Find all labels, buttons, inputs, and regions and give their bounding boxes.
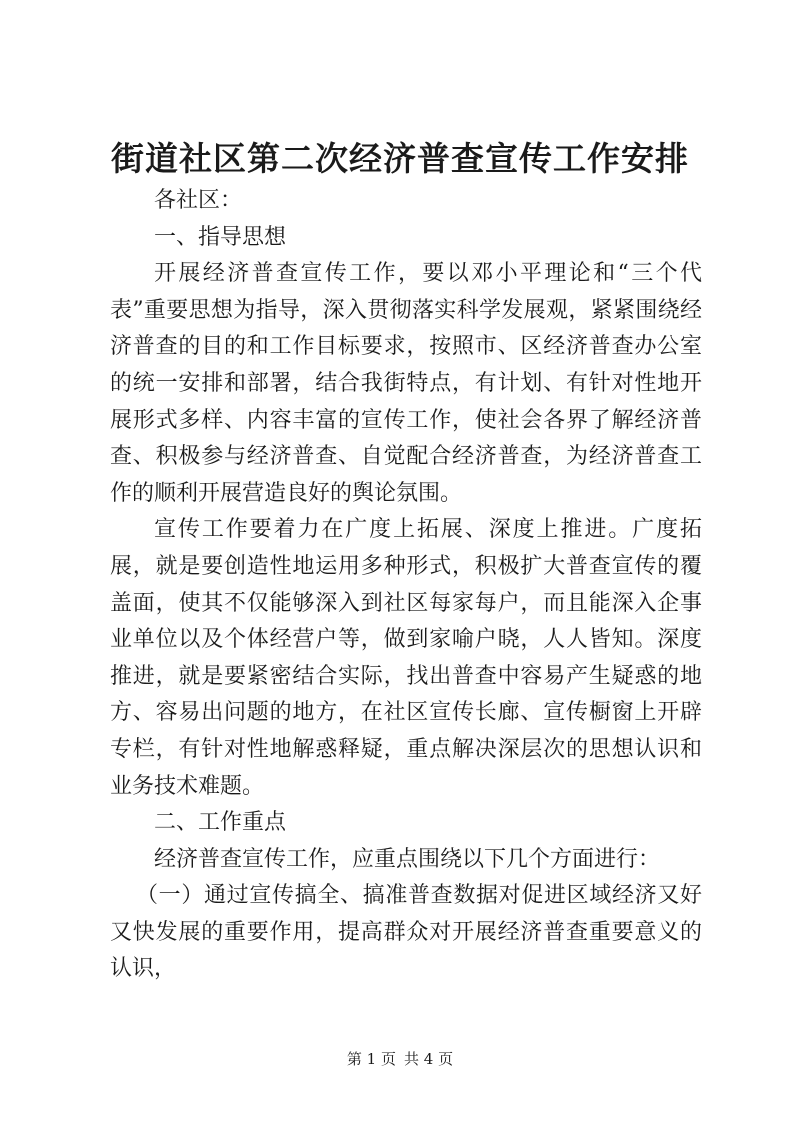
page-number: 第 1 页 [346, 1050, 396, 1068]
paragraph-publicity-depth: 宣传工作要着力在广度上拓展、深度上推进。广度拓展，就是要创造性地运用多种形式，积极扩大普查宣传的覆盖面，使其不仅能够深入到社区每家每户，而且能深入企事业单位以及个体经营户等，做到家喻户晓，人人皆知。深度推进，就是要紧密结合实际，找出普查中容易产生疑惑的地方、容易出问题的地方，在社区宣传长廊、宣传橱窗上开辟专栏，有针对性地解惑释疑，重点解决深层次的思想认识和业务技术难题。 [110, 517, 702, 799]
page-total: 共 4 页 [404, 1050, 454, 1068]
paragraph-salutation: 各社区： [154, 188, 243, 213]
page-footer [0, 1049, 800, 1069]
document-body [110, 183, 702, 988]
section-heading-guiding-ideology: 一、指导思想 [154, 224, 287, 250]
document-title: 街道社区第二次经济普查宣传工作安排 [111, 139, 689, 178]
paragraph-guiding-ideology: 开展经济普查宣传工作，要以邓小平理论和“三个代表”重要思想为指导，深入贯彻落实科学发展观，紧紧围绕经济普查的目的和工作目标要求，按照市、区经济普查办公室的统一安排和部署，结合我街特点，有计划、有针对性地开展形式多样、内容丰富的宣传工作，使社会各界了解经济普查、积极参与经济普查、自觉配合经济普查，为经济普查工作的顺利开展营造良好的舆论氛围。 [110, 261, 702, 506]
paragraph-item-one: （一）通过宣传搞全、搞准普查数据对促进区域经济又好又快发展的重要作用，提高群众对开展经济普查重要意义的认识， [110, 883, 702, 982]
paragraph-work-focus-intro: 经济普查宣传工作，应重点围绕以下几个方面进行： [154, 846, 661, 872]
section-heading-work-focus: 二、工作重点 [154, 810, 287, 836]
